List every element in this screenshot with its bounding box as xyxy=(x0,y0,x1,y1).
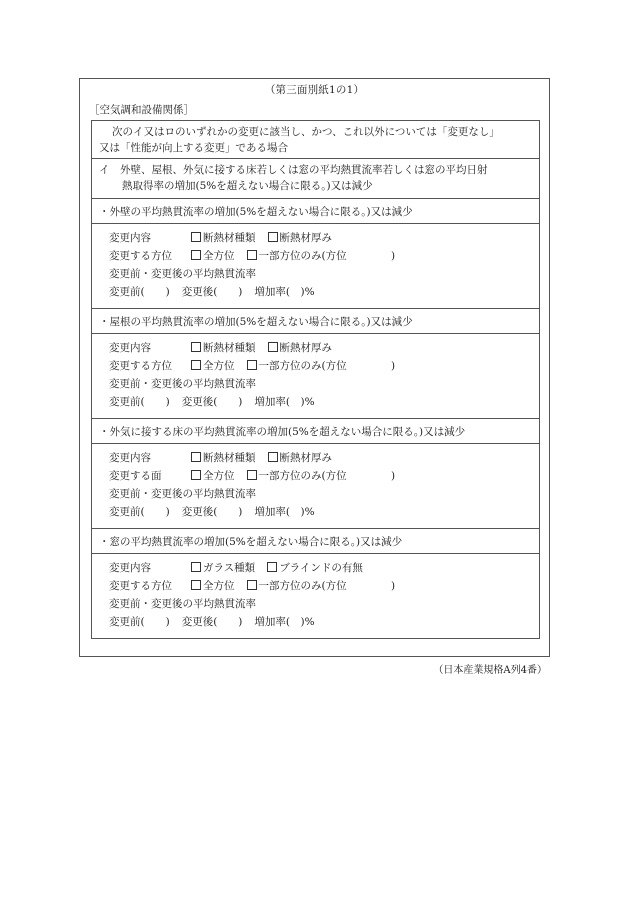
values-line xyxy=(109,614,539,632)
checkbox-partial-directions[interactable] xyxy=(247,360,257,370)
after-value: 変更後( ) xyxy=(181,506,243,518)
checkbox-partial-directions[interactable] xyxy=(247,470,257,480)
category-label: ［空気調和設備関係］ xyxy=(89,104,194,116)
checkbox-glass-type[interactable] xyxy=(191,562,201,572)
rate-value: 増加率( )% xyxy=(254,616,315,628)
intro-row xyxy=(92,121,539,159)
direction-line xyxy=(109,358,539,376)
content-line xyxy=(109,450,539,468)
direction-label: 変更する方位 xyxy=(109,580,172,592)
partial-directions-label: 一部方位のみ(方位 xyxy=(258,470,347,482)
checkbox-all-directions[interactable] xyxy=(191,580,201,590)
direction-label: 変更する方位 xyxy=(109,360,172,372)
content-label: 変更内容 xyxy=(109,342,151,354)
direction-line xyxy=(109,248,539,266)
values-label: 変更前・変更後の平均熱貫流率 xyxy=(109,268,256,280)
rate-value: 増加率( )% xyxy=(254,506,315,518)
section-body-wall xyxy=(92,224,539,309)
after-value: 変更後( ) xyxy=(181,616,243,628)
section-title-wall: ・外壁の平均熱貫流率の増加(5%を超えない場合に限る。)又は減少 xyxy=(92,199,539,224)
values-label: 変更前・変更後の平均熱貫流率 xyxy=(109,378,256,390)
section-body-floor xyxy=(92,444,539,529)
paper-size-note: （日本産業規格A列4番） xyxy=(433,665,547,676)
item-i-row xyxy=(92,159,539,199)
checkbox-insulation-type[interactable] xyxy=(191,232,201,242)
content-label: 変更内容 xyxy=(109,562,151,574)
item-i-line-1: イ 外壁、屋根、外気に接する床若しくは窓の平均熱貫流率若しくは窓の平均日射 xyxy=(99,164,488,176)
form-frame xyxy=(79,78,550,657)
direction-label: 変更する方位 xyxy=(109,250,172,262)
checkbox-partial-directions[interactable] xyxy=(247,580,257,590)
after-value: 変更後( ) xyxy=(181,396,243,408)
before-value: 変更前( ) xyxy=(109,506,170,518)
option-2-label: ブラインドの有無 xyxy=(279,562,363,574)
form-header: （第三面別紙1の1） xyxy=(264,84,365,96)
content-label: 変更内容 xyxy=(109,232,151,244)
values-line xyxy=(109,504,539,522)
option-2-label: 断熱材厚み xyxy=(279,342,332,354)
checkbox-all-directions[interactable] xyxy=(191,360,201,370)
direction-label: 変更する面 xyxy=(109,470,162,482)
partial-directions-label: 一部方位のみ(方位 xyxy=(258,580,347,592)
intro-line-1: 次のイ又はロのいずれかの変更に該当し、かつ、これ以外については「変更なし」 xyxy=(112,126,500,138)
content-line xyxy=(109,560,539,578)
section-title-floor: ・外気に接する床の平均熱貫流率の増加(5%を超えない場合に限る。)又は減少 xyxy=(92,419,539,444)
values-label: 変更前・変更後の平均熱貫流率 xyxy=(109,598,256,610)
values-label: 変更前・変更後の平均熱貫流率 xyxy=(109,488,256,500)
option-1-label: 断熱材種類 xyxy=(203,452,256,464)
rate-value: 増加率( )% xyxy=(254,286,315,298)
all-directions-label: 全方位 xyxy=(203,580,235,592)
values-line xyxy=(109,394,539,412)
all-directions-label: 全方位 xyxy=(203,250,235,262)
all-directions-label: 全方位 xyxy=(203,470,235,482)
section-title-roof: ・屋根の平均熱貫流率の増加(5%を超えない場合に限る。)又は減少 xyxy=(92,309,539,334)
values-line xyxy=(109,284,539,302)
direction-line xyxy=(109,468,539,486)
content-line xyxy=(109,230,539,248)
section-title-window: ・窓の平均熱貫流率の増加(5%を超えない場合に限る。)又は減少 xyxy=(92,529,539,554)
rate-value: 増加率( )% xyxy=(254,396,315,408)
after-value: 変更後( ) xyxy=(181,286,243,298)
option-2-label: 断熱材厚み xyxy=(279,452,332,464)
section-body-roof xyxy=(92,334,539,419)
before-value: 変更前( ) xyxy=(109,616,170,628)
all-directions-label: 全方位 xyxy=(203,360,235,372)
item-i-line-2: 熱取得率の増加(5%を超えない場合に限る。)又は減少 xyxy=(122,180,373,192)
checkbox-insulation-thickness[interactable] xyxy=(268,232,278,242)
checkbox-partial-directions[interactable] xyxy=(247,250,257,260)
checkbox-insulation-type[interactable] xyxy=(191,342,201,352)
close-paren: ) xyxy=(391,250,396,262)
option-1-label: 断熱材種類 xyxy=(203,232,256,244)
option-1-label: ガラス種類 xyxy=(203,562,256,574)
content-label: 変更内容 xyxy=(109,452,151,464)
checkbox-insulation-thickness[interactable] xyxy=(268,452,278,462)
checkbox-all-directions[interactable] xyxy=(191,250,201,260)
before-value: 変更前( ) xyxy=(109,286,170,298)
before-value: 変更前( ) xyxy=(109,396,170,408)
checkbox-blinds[interactable] xyxy=(267,562,277,572)
checkbox-insulation-type[interactable] xyxy=(191,452,201,462)
checkbox-insulation-thickness[interactable] xyxy=(268,342,278,352)
close-paren: ) xyxy=(391,580,396,592)
close-paren: ) xyxy=(391,360,396,372)
option-2-label: 断熱材厚み xyxy=(279,232,332,244)
option-1-label: 断熱材種類 xyxy=(203,342,256,354)
content-line xyxy=(109,340,539,358)
change-table xyxy=(91,120,540,639)
partial-directions-label: 一部方位のみ(方位 xyxy=(258,250,347,262)
direction-line xyxy=(109,578,539,596)
checkbox-all-directions[interactable] xyxy=(191,470,201,480)
section-body-window xyxy=(92,554,539,639)
close-paren: ) xyxy=(391,470,396,482)
partial-directions-label: 一部方位のみ(方位 xyxy=(258,360,347,372)
intro-line-2: 又は「性能が向上する変更」である場合 xyxy=(99,142,288,154)
